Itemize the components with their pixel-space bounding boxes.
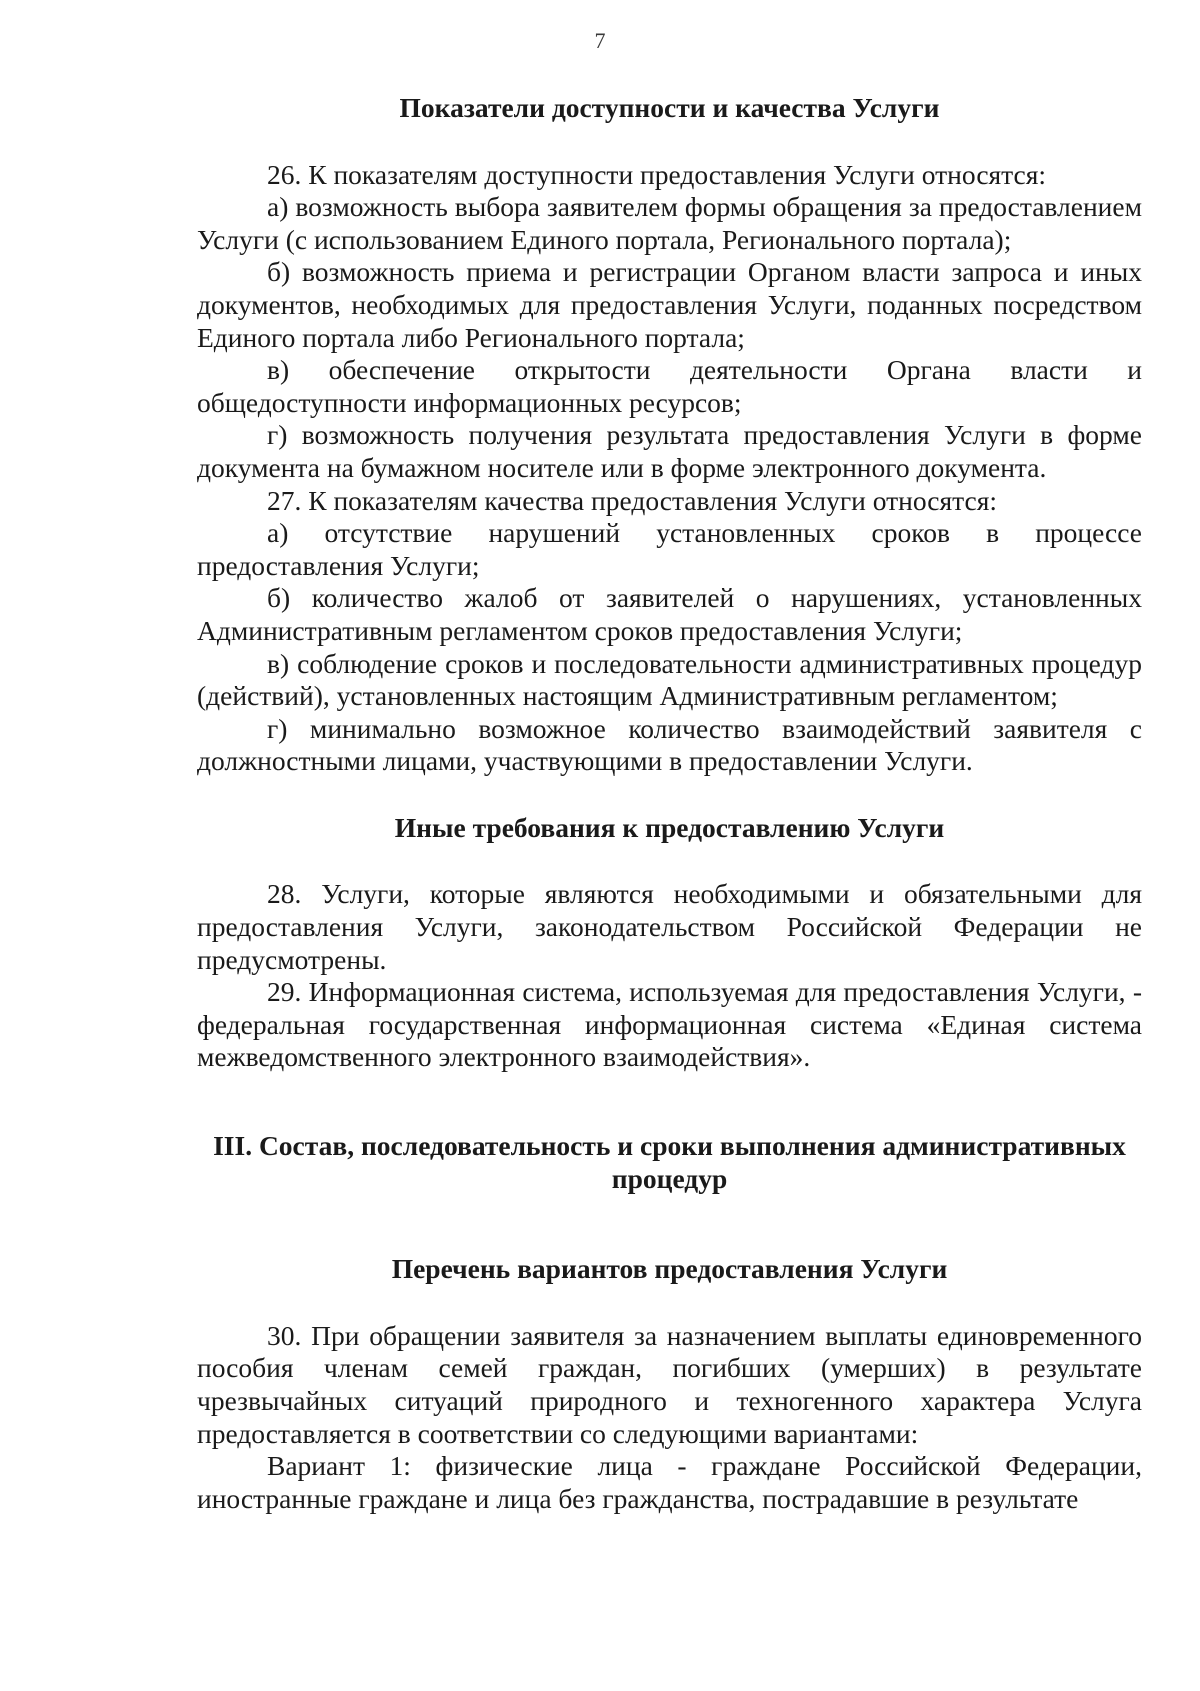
paragraph-27b: б) количество жалоб от заявителей о нарушениях, установленных Административным регламентом сроков предоставления Услуги; bbox=[197, 582, 1142, 646]
paragraph-26b: б) возможность приема и регистрации Органом власти запроса и иных документов, необходимых для предоставления Услуги, поданных посредством Единого портала либо Регионального портала; bbox=[197, 256, 1142, 353]
paragraph-27g: г) минимально возможное количество взаимодействий заявителя с должностными лицами, участвующими в предоставлении Услуги. bbox=[197, 712, 1142, 777]
paragraph-29: 29. Информационная система, используемая для предоставления Услуги, - федеральная государственная информационная система «Единая система межведомственного электронного взаимодействия». bbox=[197, 976, 1142, 1073]
section-heading-other-requirements: Иные требования к предоставлению Услуги bbox=[394, 811, 945, 843]
section-heading-variants: Перечень вариантов предоставления Услуги bbox=[391, 1253, 948, 1285]
paragraph-28: 28. Услуги, которые являются необходимыми и обязательными для предоставления Услуги, законодательством Российской Федерации не предусмотрены. bbox=[197, 878, 1142, 975]
paragraph-27: 27. К показателям качества предоставления Услуги относятся: bbox=[267, 484, 997, 516]
paragraph-26g: г) возможность получения результата предоставления Услуги в форме документа на бумажном носителе или в форме электронного документа. bbox=[197, 419, 1142, 483]
page-number: 7 bbox=[594, 28, 606, 53]
paragraph-variant-1: Вариант 1: физические лица - граждане Российской Федерации, иностранные граждане и лица без гражданства, пострадавшие в результате bbox=[197, 1450, 1142, 1514]
paragraph-26v: в) обеспечение открытости деятельности Органа власти и общедоступности информационных ресурсов; bbox=[197, 354, 1142, 418]
document-body bbox=[197, 92, 1142, 1515]
paragraph-30: 30. При обращении заявителя за назначением выплаты единовременного пособия членам семей граждан, погибших (умерших) в результате чрезвычайных ситуаций природного и техногенного характера Услуга предоставляется в соответствии со следующими вариантами: bbox=[197, 1319, 1142, 1449]
section-heading-accessibility: Показатели доступности и качества Услуги bbox=[399, 92, 940, 123]
paragraph-27a: а) отсутствие нарушений установленных сроков в процессе предоставления Услуги; bbox=[197, 517, 1142, 581]
paragraph-26a: а) возможность выбора заявителем формы обращения за предоставлением Услуги (с использованием Единого портала, Регионального портала); bbox=[197, 191, 1142, 255]
paragraph-26: 26. К показателям доступности предоставления Услуги относятся: bbox=[267, 158, 1047, 190]
chapter-heading-3: III. Состав, последовательность и сроки выполнения административных процедур bbox=[213, 1130, 1126, 1194]
paragraph-27v: в) соблюдение сроков и последовательности административных процедур (действий), установленных настоящим Административным регламентом; bbox=[197, 647, 1142, 712]
